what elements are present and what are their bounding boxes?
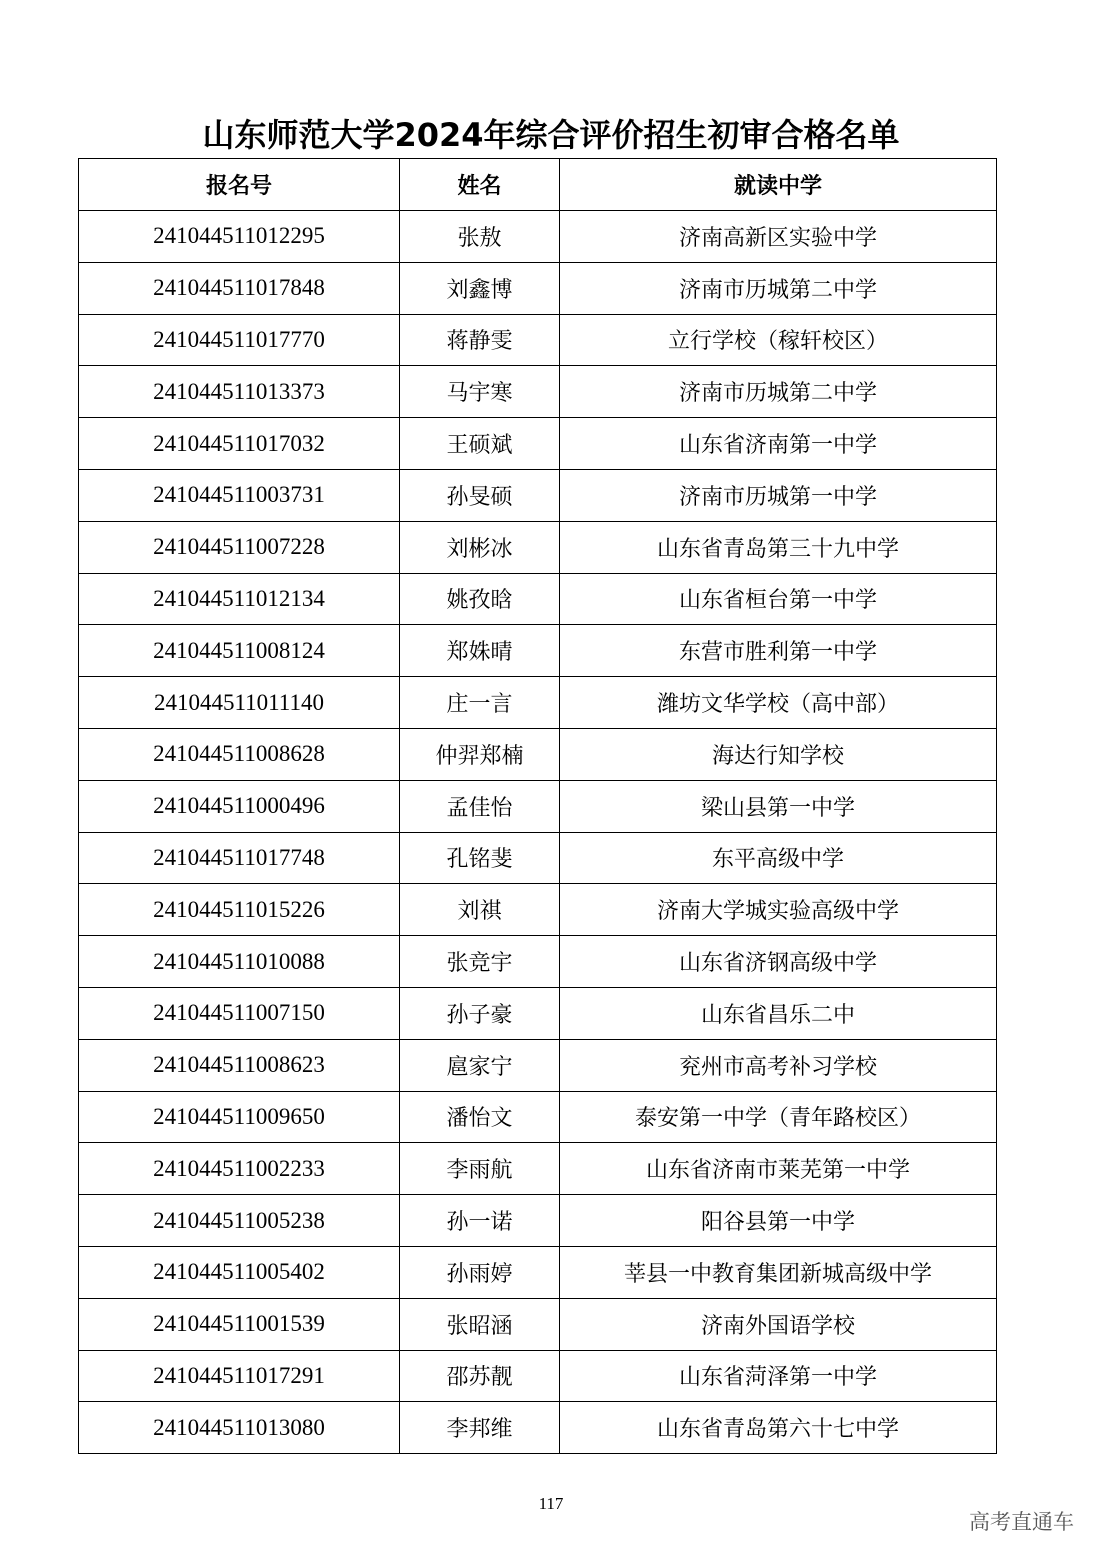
student-name-cell: 潘怡文: [400, 1091, 560, 1143]
school-cell: 梁山县第一中学: [560, 780, 997, 832]
table-row: [79, 1402, 997, 1454]
table-row: [79, 573, 997, 625]
school-cell: 济南市历城第二中学: [560, 366, 997, 418]
watermark-text: 高考直通车: [969, 1510, 1074, 1534]
registration-number-cell: 241044511007228: [79, 521, 400, 573]
table-header-row: [79, 159, 997, 211]
table-row: [79, 1195, 997, 1247]
student-name-cell: 孟佳怡: [400, 780, 560, 832]
student-name-cell: 蒋静雯: [400, 314, 560, 366]
student-name-cell: 孙一诺: [400, 1195, 560, 1247]
student-name-cell: 刘鑫博: [400, 262, 560, 314]
registration-number-cell: 241044511003731: [79, 469, 400, 521]
student-name-cell: 邵苏靓: [400, 1350, 560, 1402]
student-name-cell: 庄一言: [400, 677, 560, 729]
student-name-cell: 郑姝晴: [400, 625, 560, 677]
school-cell: 山东省济钢高级中学: [560, 936, 997, 988]
table-row: [79, 780, 997, 832]
registration-number-cell: 241044511010088: [79, 936, 400, 988]
school-cell: 山东省桓台第一中学: [560, 573, 997, 625]
student-name-cell: 王硕斌: [400, 418, 560, 470]
registration-number-cell: 241044511009650: [79, 1091, 400, 1143]
school-cell: 山东省青岛第三十九中学: [560, 521, 997, 573]
school-cell: 济南市历城第一中学: [560, 469, 997, 521]
registration-number-cell: 241044511005402: [79, 1246, 400, 1298]
registration-number-cell: 241044511011140: [79, 677, 400, 729]
table-row: [79, 1143, 997, 1195]
registration-number-cell: 241044511015226: [79, 884, 400, 936]
student-name-cell: 张敖: [400, 211, 560, 263]
table-row: [79, 262, 997, 314]
school-cell: 山东省济南市莱芜第一中学: [560, 1143, 997, 1195]
school-cell: 济南高新区实验中学: [560, 211, 997, 263]
table-row: [79, 677, 997, 729]
student-name-cell: 张昭涵: [400, 1298, 560, 1350]
school-cell: 阳谷县第一中学: [560, 1195, 997, 1247]
school-cell: 潍坊文华学校（高中部）: [560, 677, 997, 729]
registration-number-cell: 241044511017291: [79, 1350, 400, 1402]
table-row: [79, 1246, 997, 1298]
student-name-cell: 孙雨婷: [400, 1246, 560, 1298]
table-row: [79, 314, 997, 366]
table-row: [79, 521, 997, 573]
school-cell: 立行学校（稼轩校区）: [560, 314, 997, 366]
document-title: 山东师范大学2024年综合评价招生初审合格名单: [202, 116, 900, 154]
registration-number-cell: 241044511012134: [79, 573, 400, 625]
table-row: [79, 211, 997, 263]
registration-number-cell: 241044511002233: [79, 1143, 400, 1195]
school-cell: 山东省昌乐二中: [560, 987, 997, 1039]
registration-number-cell: 241044511008628: [79, 728, 400, 780]
registration-number-cell: 241044511013080: [79, 1402, 400, 1454]
table-row: [79, 1039, 997, 1091]
school-cell: 东平高级中学: [560, 832, 997, 884]
table-row: [79, 832, 997, 884]
student-name-cell: 马宇寒: [400, 366, 560, 418]
table-row: [79, 884, 997, 936]
school-cell: 济南市历城第二中学: [560, 262, 997, 314]
school-cell: 济南大学城实验高级中学: [560, 884, 997, 936]
student-name-cell: 张竞宇: [400, 936, 560, 988]
table-row: [79, 1298, 997, 1350]
school-cell: 山东省菏泽第一中学: [560, 1350, 997, 1402]
student-name-cell: 李邦维: [400, 1402, 560, 1454]
school-cell: 东营市胜利第一中学: [560, 625, 997, 677]
table-row: [79, 936, 997, 988]
student-name-cell: 李雨航: [400, 1143, 560, 1195]
registration-number-cell: 241044511001539: [79, 1298, 400, 1350]
registration-number-cell: 241044511017748: [79, 832, 400, 884]
table-row: [79, 418, 997, 470]
table-row: [79, 366, 997, 418]
student-name-cell: 刘彬冰: [400, 521, 560, 573]
header-registration-number: 报名号: [79, 159, 400, 211]
student-name-cell: 孙子豪: [400, 987, 560, 1039]
school-cell: 山东省青岛第六十七中学: [560, 1402, 997, 1454]
admission-list-table: [78, 158, 997, 1454]
student-name-cell: 仲羿郑楠: [400, 728, 560, 780]
registration-number-cell: 241044511013373: [79, 366, 400, 418]
table-row: [79, 469, 997, 521]
page-number: 117: [538, 1494, 564, 1513]
school-cell: 海达行知学校: [560, 728, 997, 780]
school-cell: 山东省济南第一中学: [560, 418, 997, 470]
table-row: [79, 625, 997, 677]
table-row: [79, 987, 997, 1039]
table-row: [79, 1350, 997, 1402]
table-row: [79, 1091, 997, 1143]
student-name-cell: 扈家宁: [400, 1039, 560, 1091]
registration-number-cell: 241044511008623: [79, 1039, 400, 1091]
header-name: 姓名: [400, 159, 560, 211]
registration-number-cell: 241044511012295: [79, 211, 400, 263]
table-row: [79, 728, 997, 780]
student-name-cell: 姚孜晗: [400, 573, 560, 625]
registration-number-cell: 241044511017032: [79, 418, 400, 470]
school-cell: 泰安第一中学（青年路校区）: [560, 1091, 997, 1143]
school-cell: 济南外国语学校: [560, 1298, 997, 1350]
registration-number-cell: 241044511007150: [79, 987, 400, 1039]
header-school: 就读中学: [560, 159, 997, 211]
student-name-cell: 孙旻硕: [400, 469, 560, 521]
registration-number-cell: 241044511017770: [79, 314, 400, 366]
registration-number-cell: 241044511017848: [79, 262, 400, 314]
registration-number-cell: 241044511008124: [79, 625, 400, 677]
school-cell: 兖州市高考补习学校: [560, 1039, 997, 1091]
registration-number-cell: 241044511000496: [79, 780, 400, 832]
registration-number-cell: 241044511005238: [79, 1195, 400, 1247]
student-name-cell: 刘祺: [400, 884, 560, 936]
student-name-cell: 孔铭斐: [400, 832, 560, 884]
school-cell: 莘县一中教育集团新城高级中学: [560, 1246, 997, 1298]
